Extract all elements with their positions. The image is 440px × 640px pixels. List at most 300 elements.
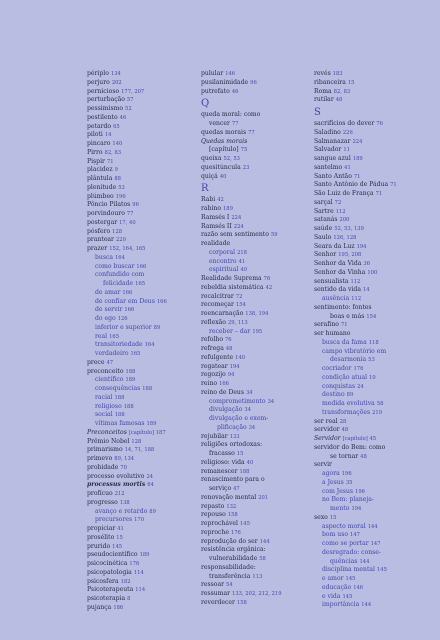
entry-term: psicopatologia bbox=[87, 568, 132, 576]
entry-pages: 165 bbox=[109, 333, 120, 340]
entry-pages: 166 bbox=[124, 307, 135, 314]
entry-pages: 72 bbox=[334, 199, 342, 206]
entry-pages: 196 bbox=[341, 471, 352, 477]
entry-pages: 145 bbox=[376, 567, 387, 574]
index-subentry bbox=[201, 450, 311, 459]
index-entry bbox=[87, 560, 197, 569]
index-subentry bbox=[314, 409, 424, 418]
index-entry bbox=[314, 120, 424, 129]
index-subentry bbox=[314, 365, 424, 374]
entry-pages: 72 bbox=[235, 293, 243, 300]
index-entry bbox=[201, 380, 311, 389]
entry-term: resistência orgânica: bbox=[201, 546, 266, 554]
entry-term: ser humano bbox=[314, 330, 351, 337]
entry-term: espiritual bbox=[209, 266, 239, 274]
entry-term: quiçá bbox=[201, 172, 218, 180]
entry-term: Pôncio Pilatos bbox=[87, 201, 131, 209]
entry-pages: 53 bbox=[368, 357, 375, 364]
entry-term: divulgação bbox=[209, 406, 243, 414]
entry-pages: 158 bbox=[236, 599, 247, 606]
entry-term: rebeldia sistemática bbox=[201, 283, 264, 291]
index-subentry bbox=[314, 505, 424, 514]
index-entry bbox=[201, 79, 311, 88]
entry-pages: 144 bbox=[359, 558, 370, 565]
entry-term: Saulo bbox=[314, 233, 332, 241]
entry-pages: 24 bbox=[146, 473, 154, 480]
index-entry bbox=[201, 164, 311, 173]
entry-pages: 70 bbox=[120, 464, 127, 471]
entry-pages: 100 bbox=[367, 269, 378, 276]
entry-term: regozijo bbox=[201, 371, 226, 379]
index-subentry bbox=[87, 420, 197, 429]
entry-pages: 140 bbox=[112, 141, 123, 147]
index-entry bbox=[201, 275, 311, 284]
index-entry bbox=[87, 438, 197, 447]
entry-term: remanescer bbox=[201, 467, 238, 475]
index-entry bbox=[87, 158, 197, 167]
entry-term: psicoterapia bbox=[87, 595, 126, 602]
index-entry bbox=[87, 578, 197, 587]
index-entry bbox=[201, 590, 311, 599]
entry-pages: 224 bbox=[352, 138, 363, 145]
entry-term: Realidade Suprema bbox=[201, 275, 262, 282]
entry-term: sangue azul bbox=[314, 155, 351, 162]
entry-pages: 133 bbox=[229, 433, 240, 440]
entry-pages: 147 bbox=[370, 541, 381, 547]
index-entry bbox=[201, 173, 311, 182]
index-entry bbox=[314, 269, 424, 278]
index-entry bbox=[201, 214, 311, 223]
entry-term: reino de Deus bbox=[201, 388, 244, 396]
entry-pages: 89 bbox=[149, 508, 156, 515]
entry-term: rutilar bbox=[314, 96, 334, 104]
entry-term: reverdecer bbox=[201, 598, 235, 606]
entry-term: serafino bbox=[314, 321, 339, 329]
index-entry bbox=[87, 131, 197, 140]
index-subentry bbox=[87, 508, 197, 517]
entry-pages: 28 bbox=[339, 418, 347, 425]
index-entry bbox=[314, 129, 424, 138]
entry-term: ressumar bbox=[201, 590, 231, 597]
index-entry bbox=[314, 321, 424, 330]
entry-pages: 40 bbox=[240, 267, 248, 274]
index-subentry bbox=[314, 470, 424, 479]
entry-term: postergar bbox=[87, 218, 118, 226]
entry-term: transferência bbox=[209, 572, 251, 580]
entry-term: ausência bbox=[322, 295, 350, 302]
entry-pages: 219 bbox=[372, 409, 383, 416]
entry-term: Sartre bbox=[314, 207, 334, 215]
entry-term: primevo bbox=[87, 455, 113, 462]
entry-term: transformações bbox=[322, 408, 371, 416]
entry-term: Ramsés I bbox=[201, 213, 230, 221]
index-entry bbox=[314, 173, 424, 182]
index-subentry bbox=[201, 266, 311, 275]
entry-pages: 177, 207 bbox=[121, 88, 145, 95]
index-entry bbox=[87, 604, 197, 613]
entry-term: Senhor da Vida bbox=[314, 260, 362, 267]
entry-term: como se portar bbox=[322, 540, 369, 547]
index-entry bbox=[201, 503, 311, 512]
index-entry bbox=[314, 190, 424, 199]
index-entry bbox=[201, 319, 311, 328]
index-entry bbox=[201, 293, 311, 302]
entry-pages: 71 bbox=[106, 158, 114, 165]
entry-term: recalcitrar bbox=[201, 292, 234, 300]
entry-term: avanço e retardo bbox=[95, 507, 148, 515]
index-subentry bbox=[314, 348, 424, 357]
entry-term: precursores bbox=[95, 516, 133, 524]
index-subentry bbox=[87, 376, 197, 385]
entry-pages: 154 bbox=[235, 302, 246, 309]
index-subentry bbox=[87, 263, 197, 272]
entry-term: desarmonia bbox=[330, 356, 367, 364]
entry-term: Santo Antônio de Pádua bbox=[314, 181, 389, 189]
entry-term: fracasso bbox=[209, 450, 235, 457]
entry-term: refulgente bbox=[201, 353, 234, 361]
entry-term: quedas morais bbox=[201, 128, 247, 136]
entry-pages: 77 bbox=[248, 129, 255, 136]
index-entry bbox=[87, 368, 197, 377]
entry-pages: 14 bbox=[104, 132, 112, 139]
entry-pages: 133, 202, 212, 219 bbox=[232, 591, 282, 597]
entry-pages: 189 bbox=[146, 421, 157, 427]
index-subentry bbox=[201, 424, 311, 433]
index-subentry bbox=[87, 516, 197, 525]
entry-term: prazer bbox=[87, 245, 108, 252]
entry-pages: [capítulo] 45 bbox=[342, 436, 377, 442]
index-entry bbox=[87, 123, 197, 132]
entry-pages: 164 bbox=[144, 342, 155, 349]
index-entry bbox=[314, 234, 424, 243]
index-entry bbox=[201, 223, 311, 232]
entry-pages: 52, 53 bbox=[223, 156, 240, 162]
index-entry bbox=[87, 481, 197, 490]
entry-pages: 140 bbox=[235, 354, 246, 361]
index-entry bbox=[201, 363, 311, 372]
entry-pages: 58 bbox=[259, 556, 266, 562]
section-letter: S bbox=[314, 107, 321, 118]
entry-term: Piṣpir bbox=[87, 157, 105, 165]
index-column-1 bbox=[87, 70, 197, 613]
index-subentry bbox=[87, 394, 197, 403]
entry-term: queixa bbox=[201, 155, 222, 162]
entry-pages: 189 bbox=[352, 156, 363, 162]
index-subentry bbox=[314, 558, 424, 567]
index-entry bbox=[314, 146, 424, 155]
index-entry bbox=[87, 96, 197, 105]
entry-term: religioso bbox=[95, 402, 122, 410]
entry-pages: 132 bbox=[226, 503, 237, 510]
entry-pages: 146 bbox=[353, 584, 364, 591]
entry-pages: 166 bbox=[122, 289, 133, 296]
index-column-3 bbox=[314, 70, 424, 610]
entry-pages: 202 bbox=[111, 79, 122, 86]
entry-term: petardo bbox=[87, 122, 112, 130]
entry-pages: 96 bbox=[250, 79, 257, 86]
entry-term: de amar bbox=[95, 288, 121, 296]
entry-term: aspecto moral bbox=[322, 522, 366, 530]
index-entry bbox=[314, 96, 424, 105]
entry-term: profícuo bbox=[87, 490, 113, 497]
entry-pages: 170 bbox=[134, 517, 145, 524]
entry-pages: 34 bbox=[244, 407, 252, 414]
entry-pages: 89 bbox=[153, 324, 161, 331]
index-entry bbox=[87, 245, 197, 254]
entry-term: vencer bbox=[209, 120, 230, 127]
entry-pages: 34 bbox=[246, 389, 253, 396]
entry-term: busca da fama bbox=[322, 338, 367, 346]
entry-pages: 154 bbox=[366, 313, 377, 320]
entry-term: verdadeiro bbox=[95, 350, 129, 357]
index-entry bbox=[87, 210, 197, 219]
entry-pages: 113 bbox=[252, 573, 263, 580]
entry-pages: 144 bbox=[259, 538, 270, 545]
entry-term: encontro bbox=[209, 257, 237, 265]
entry-term: realidade bbox=[201, 240, 231, 247]
entry-term: reino bbox=[201, 380, 218, 387]
index-subentry bbox=[87, 289, 197, 298]
entry-term: transitoriedade bbox=[95, 341, 143, 349]
index-subentry bbox=[201, 120, 311, 129]
entry-pages: 138, 194 bbox=[245, 311, 269, 317]
entry-pages: 144 bbox=[361, 602, 372, 609]
entry-pages: 188 bbox=[125, 368, 136, 375]
entry-pages: [capítulo] 187 bbox=[128, 429, 166, 436]
entry-term: sentimento: fontes bbox=[314, 303, 372, 311]
index-entry bbox=[201, 494, 311, 503]
index-entry bbox=[87, 429, 197, 438]
index-subentry bbox=[201, 555, 311, 564]
index-subentry bbox=[87, 341, 197, 350]
entry-pages: 126, 128 bbox=[333, 234, 357, 241]
entry-pages: 48 bbox=[360, 453, 367, 460]
entry-term: queda moral: como bbox=[201, 111, 261, 119]
index-entry bbox=[87, 201, 197, 210]
entry-pages: 65 bbox=[113, 123, 120, 130]
entry-pages: 40 bbox=[219, 173, 227, 180]
entry-term: consequências bbox=[95, 385, 141, 392]
entry-term: piloti bbox=[87, 131, 103, 139]
entry-term: e amor bbox=[322, 575, 344, 582]
index-subentry bbox=[314, 400, 424, 409]
index-entry bbox=[87, 219, 197, 228]
entry-pages: 166 bbox=[219, 381, 229, 387]
entry-term: conquistas bbox=[322, 382, 356, 390]
index-entry bbox=[314, 286, 424, 295]
index-subentry bbox=[201, 258, 311, 267]
entry-term: e vida bbox=[322, 592, 341, 600]
entry-pages: 88 bbox=[114, 176, 121, 182]
entry-term: plúmbeo bbox=[87, 192, 114, 200]
entry-pages: 14, 71, 188 bbox=[124, 447, 155, 454]
index-entry bbox=[87, 446, 197, 455]
entry-term: renascimento para o bbox=[201, 476, 265, 484]
entry-pages: 36 bbox=[363, 261, 371, 267]
entry-term: São Luiz de França bbox=[314, 190, 374, 197]
entry-term: Preconceitos bbox=[87, 428, 127, 436]
index-entry bbox=[201, 441, 311, 450]
entry-pages: 71 bbox=[340, 322, 348, 329]
index-entry bbox=[87, 236, 197, 245]
index-entry bbox=[201, 371, 311, 380]
index-subentry bbox=[201, 485, 311, 494]
index-subentry bbox=[314, 391, 424, 400]
entry-pages: 71 bbox=[390, 182, 397, 189]
index-entry bbox=[201, 511, 311, 520]
index-entry bbox=[314, 260, 424, 269]
entry-term: recomeçar bbox=[201, 301, 234, 309]
entry-term: Salmanazar bbox=[314, 137, 351, 145]
entry-term: Quedas morais bbox=[201, 137, 248, 145]
entry-term: prosélito bbox=[87, 533, 115, 541]
index-entry bbox=[87, 79, 197, 88]
entry-term: pessimismo bbox=[87, 105, 124, 112]
entry-pages: 189 bbox=[125, 377, 136, 384]
index-entry bbox=[314, 79, 424, 88]
entry-pages: 176 bbox=[230, 529, 241, 536]
index-entry bbox=[201, 310, 311, 319]
entry-term: comprometimento bbox=[209, 397, 266, 405]
entry-term: sexo bbox=[314, 513, 328, 521]
index-entry bbox=[87, 534, 197, 543]
entry-pages: 48 bbox=[335, 97, 343, 104]
entry-pages: 194 bbox=[356, 243, 367, 250]
entry-pages: 52 bbox=[125, 106, 132, 112]
entry-term: reflexão bbox=[201, 318, 226, 326]
entry-pages: 218 bbox=[237, 249, 247, 256]
entry-term: boas e más bbox=[330, 312, 365, 320]
entry-pages: 195, 208 bbox=[338, 252, 362, 259]
entry-term: renovação mental bbox=[201, 493, 257, 501]
index-subentry bbox=[314, 523, 424, 532]
entry-pages: 147 bbox=[350, 532, 360, 539]
entry-pages: 145 bbox=[239, 521, 250, 527]
entry-pages: 8 bbox=[127, 596, 131, 602]
entry-pages: 189 bbox=[139, 552, 150, 559]
index-subentry bbox=[314, 295, 424, 304]
entry-pages: 58 bbox=[376, 401, 384, 407]
entry-term: reencarnação bbox=[201, 310, 244, 317]
entry-pages: 24 bbox=[357, 383, 364, 390]
entry-term: quesitúncula bbox=[201, 163, 241, 171]
entry-pages: 53 bbox=[118, 184, 125, 191]
index-entry bbox=[87, 359, 197, 368]
entry-term: pestilento bbox=[87, 113, 118, 121]
entry-pages: 189 bbox=[223, 206, 233, 212]
entry-term: putrefato bbox=[201, 87, 230, 95]
index-entry bbox=[87, 70, 197, 79]
entry-term: psicocinética bbox=[87, 560, 128, 567]
entry-term: primarismo bbox=[87, 446, 123, 454]
entry-pages: 89, 134 bbox=[114, 456, 135, 462]
entry-term: ribanceira bbox=[314, 78, 346, 86]
entry-pages: 57 bbox=[126, 97, 134, 104]
index-entry bbox=[201, 599, 311, 608]
entry-term: perjuro bbox=[87, 78, 110, 86]
index-entry bbox=[201, 138, 311, 147]
entry-term: real bbox=[95, 332, 108, 340]
entry-term: reprodução do ser bbox=[201, 537, 258, 545]
entry-pages: 11 bbox=[343, 147, 350, 154]
entry-term: Ramsés II bbox=[201, 222, 232, 230]
entry-term: sensualista bbox=[314, 277, 349, 285]
index-entry bbox=[87, 175, 197, 184]
entry-pages: 59 bbox=[270, 232, 278, 239]
entry-term: plificação bbox=[217, 423, 247, 431]
entry-term: felicidade bbox=[103, 280, 134, 287]
index-entry bbox=[87, 149, 197, 158]
index-entry bbox=[201, 284, 311, 293]
entry-term: regatear bbox=[201, 362, 228, 370]
entry-pages: 34 bbox=[267, 398, 275, 405]
entry-pages: 15 bbox=[329, 514, 337, 521]
index-entry bbox=[201, 538, 311, 547]
entry-pages: 14 bbox=[362, 287, 370, 294]
entry-pages: 126 bbox=[117, 316, 128, 322]
index-subentry bbox=[201, 328, 311, 337]
entry-term: Servidor bbox=[314, 435, 341, 442]
entry-pages: 76 bbox=[225, 337, 232, 344]
entry-pages: 76 bbox=[263, 276, 271, 282]
index-entry bbox=[87, 228, 197, 237]
index-entry bbox=[201, 581, 311, 590]
entry-term: Saladino bbox=[314, 128, 341, 136]
entry-pages: 165 bbox=[130, 351, 141, 357]
entry-term: reproche bbox=[201, 528, 229, 536]
entry-term: pujança bbox=[87, 603, 112, 611]
index-entry bbox=[201, 345, 311, 354]
index-entry bbox=[314, 164, 424, 173]
entry-term: agora bbox=[322, 470, 340, 477]
index-subentry bbox=[87, 280, 197, 289]
entry-term: sentido da vida bbox=[314, 286, 361, 294]
entry-term: pusilanimidade bbox=[201, 78, 249, 86]
entry-term: a Jesus bbox=[322, 478, 344, 486]
index-subentry bbox=[201, 249, 311, 258]
entry-pages: 46 bbox=[119, 114, 127, 121]
entry-term: propiciar bbox=[87, 525, 116, 532]
entry-pages: 134 bbox=[110, 71, 121, 77]
entry-term: social bbox=[95, 411, 113, 419]
index-subentry bbox=[314, 488, 424, 497]
index-entry bbox=[87, 543, 197, 552]
entry-pages: 152, 164, 165 bbox=[109, 246, 146, 252]
entry-term: processo evolutivo bbox=[87, 472, 145, 480]
entry-term: como buscar bbox=[95, 262, 135, 270]
index-subentry bbox=[314, 601, 424, 610]
entry-pages: 194 bbox=[351, 506, 362, 512]
entry-term: Psicoterapeuta bbox=[87, 586, 134, 594]
entry-term: reprochável bbox=[201, 520, 238, 527]
entry-term: receber – dar bbox=[209, 327, 251, 335]
index-entry bbox=[201, 155, 311, 164]
entry-pages: 34 bbox=[248, 424, 256, 431]
index-entry bbox=[87, 184, 197, 193]
entry-pages: 146 bbox=[225, 71, 236, 77]
index-entry bbox=[314, 225, 424, 234]
entry-pages: 77 bbox=[126, 211, 134, 217]
index-entry bbox=[314, 70, 424, 79]
index-entry bbox=[87, 490, 197, 499]
index-subentry bbox=[87, 254, 197, 263]
entry-pages: 10 bbox=[369, 374, 376, 381]
index-entry bbox=[87, 193, 197, 202]
entry-pages: 188 bbox=[123, 403, 134, 410]
index-entry bbox=[314, 243, 424, 252]
entry-pages: 48 bbox=[341, 427, 349, 434]
index-entry bbox=[87, 140, 197, 149]
